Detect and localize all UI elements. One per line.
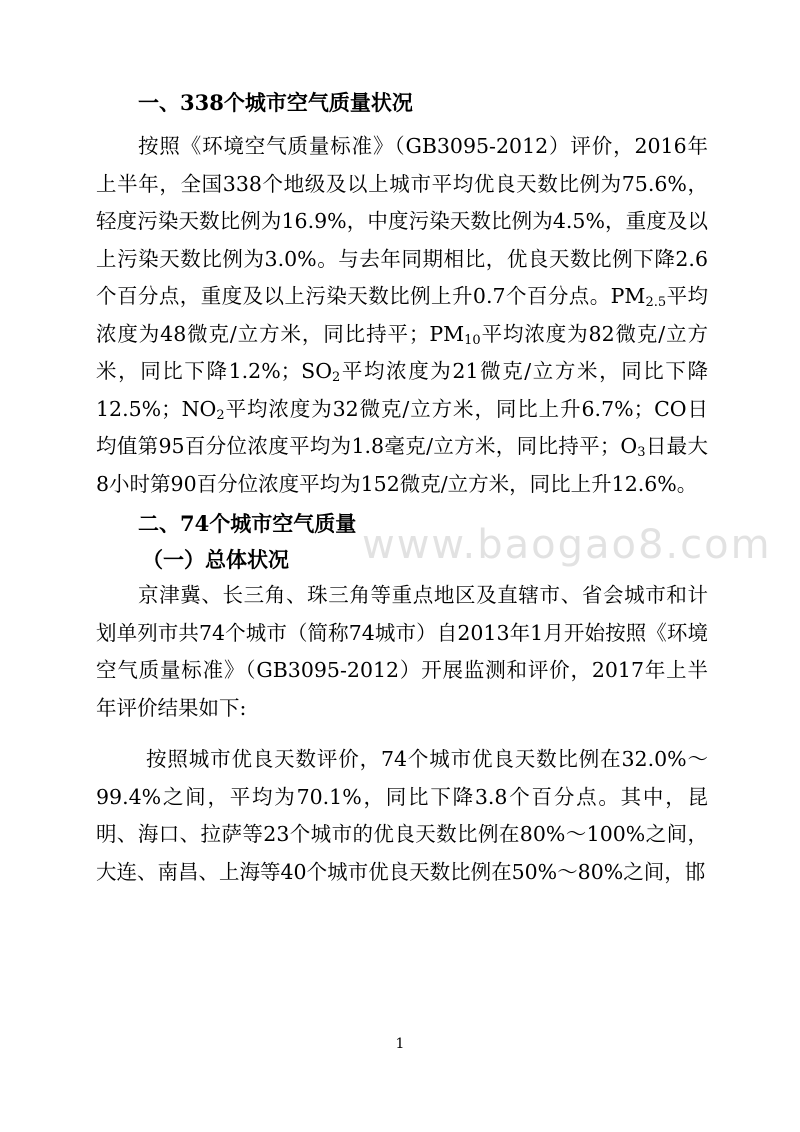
text-run: 平均浓度为32微克/立方米，同比上升6.7%；CO日均值第95百分位浓度平均为1.8毫克/立方米，同比持平；O [96,396,708,458]
text-run: 按照《环境空气质量标准》（GB3095-2012）评价，2016年上半年，全国338个地级及以上城市平均优良天数比例为75.6%，轻度污染天数比例为16.9%，中度污染天数比例为4.5%，重度及以上污染天数比例为3.0%。与去年同期相比，优良天数比例下降2.6个百分点，重度及以上污染天数比例上升0.7个百分点。PM [96,134,708,308]
paragraph-74-cities-intro: 京津冀、长三角、珠三角等重点地区及直辖市、省会城市和计划单列市共74个城市（简称74城市）自2013年1月开始按照《环境空气质量标准》（GB3095-2012）开展监测和评价，2017年上半年评价结果如下: [96,583,708,720]
page-number: 1 [395,1036,405,1052]
text-run: 平均浓度为48微克/立方米，同比持平；PM [96,284,709,346]
paragraph-74-cities-good-days: 按照城市优良天数评价，74个城市优良天数比例在32.0%～99.4%之间，平均为70.1%，同比下降3.8个百分点。其中，昆明、海口、拉萨等23个城市的优良天数比例在80%～100%之间，大连、南昌、上海等40个城市优良天数比例在50%～80%之间，邯 [96,747,708,884]
section-heading-74-cities: 二、74个城市空气质量 [138,511,357,536]
section-heading-338-cities: 一、338个城市空气质量状况 [138,90,413,115]
paragraph-338-cities-summary [96,128,708,503]
subsection-heading-overall: （一）总体状况 [142,547,289,572]
subscript-o3: 3 [637,445,646,460]
subscript-pm10: 10 [464,332,481,348]
subscript-so2: 2 [332,370,341,385]
subscript-pm25: 2.5 [645,295,667,310]
text-run: 平均浓度为82微克/立方米，同比下降1.2%；SO [96,321,708,383]
document-body [96,88,708,891]
text-run: 日最大8小时第90百分位浓度平均为152微克/立方米，同比上升12.6%。 [96,434,708,496]
watermark-text: www.baogao8.com [362,522,772,568]
subscript-no2: 2 [216,407,225,423]
text-run: 平均浓度为21微克/立方米，同比下降12.5%；NO [96,359,708,421]
